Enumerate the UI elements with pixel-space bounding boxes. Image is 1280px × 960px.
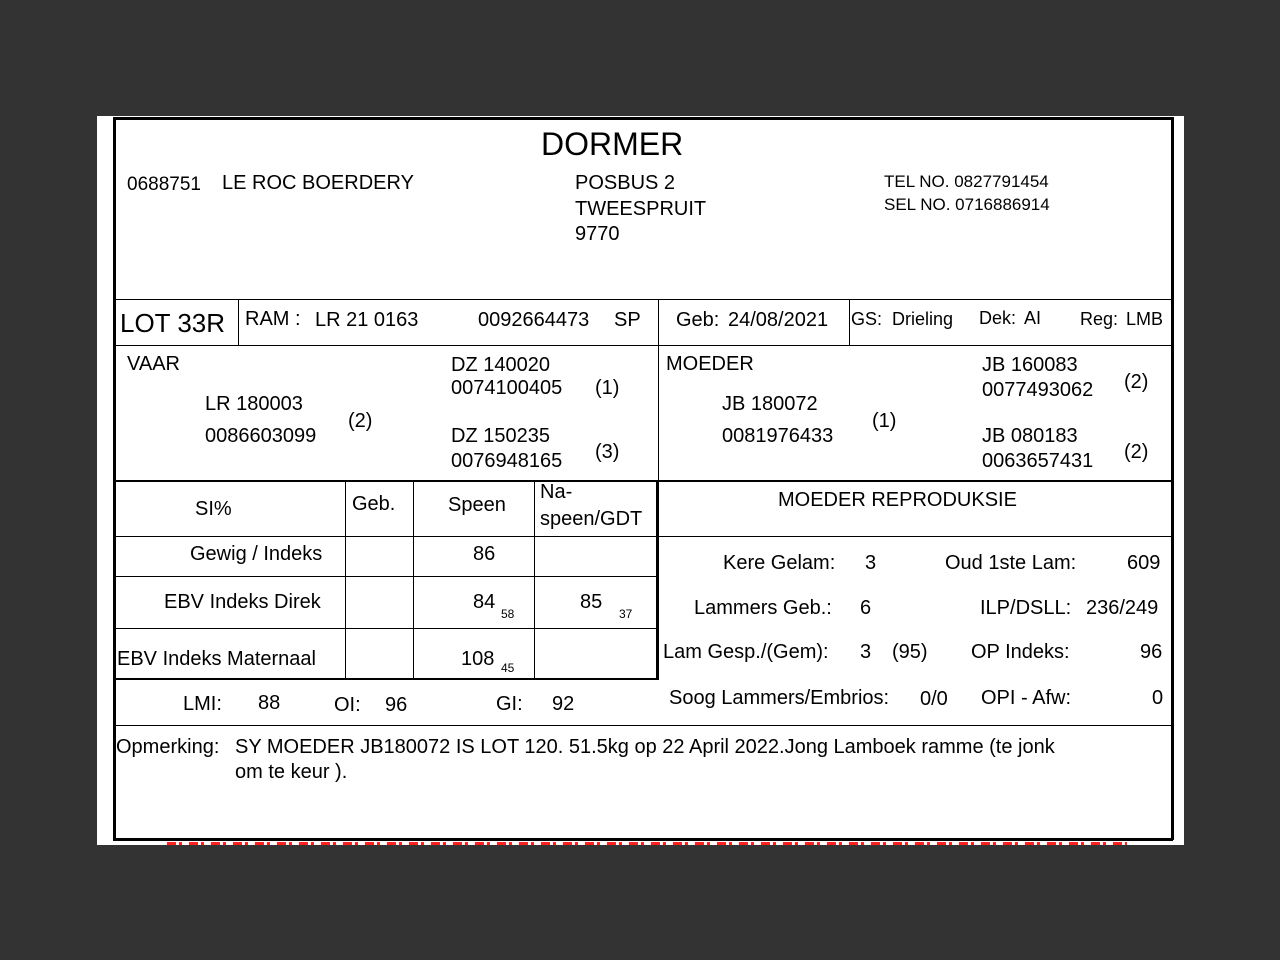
lammers-value: 6 (860, 597, 872, 619)
dam-sire-reg: 0077493062 (982, 379, 1094, 401)
ram-id: LR 21 0163 (315, 309, 419, 331)
row-gewig-label: Gewig / Indeks (190, 543, 323, 565)
col-speen: Speen (448, 494, 506, 516)
address-line-2: TWEESPRUIT (575, 198, 707, 220)
ram-reg: 0092664473 (478, 309, 590, 331)
gs-label: GS: (851, 309, 883, 329)
dam-id: JB 180072 (722, 393, 818, 415)
op-label: OP Indeks: (971, 641, 1070, 663)
footer-warning-clipped (167, 842, 1127, 845)
lot-divider-2 (658, 299, 659, 346)
reg-value: LMB (1126, 309, 1164, 329)
frame-bottom (113, 838, 1173, 841)
dek-value: AI (1024, 308, 1042, 328)
sire-id: LR 180003 (205, 393, 303, 415)
dam-count: (1) (872, 410, 897, 432)
gesp-gem: (95) (892, 641, 928, 663)
breeder-name: LE ROC BOERDERY (222, 172, 414, 194)
birth-date: 24/08/2021 (728, 309, 829, 331)
lot-divider-3 (849, 299, 850, 346)
address-line-3: 9770 (575, 223, 620, 245)
lot-number: LOT 33R (120, 308, 226, 338)
lammers-label: Lammers Geb.: (694, 597, 832, 619)
perf-col-1 (345, 480, 346, 678)
dam-label: MOEDER (666, 353, 754, 375)
opi-value: 0 (1152, 687, 1164, 709)
ram-class: SP (614, 309, 641, 331)
breed-title: DORMER (541, 126, 684, 162)
gesp-label: Lam Gesp./(Gem): (663, 641, 829, 663)
row-gewig-speen: 86 (473, 543, 496, 565)
perf-col-2 (413, 480, 414, 678)
oud-value: 609 (1127, 552, 1161, 574)
address-line-1: POSBUS 2 (575, 172, 676, 194)
col-naspeen-2: speen/GDT (540, 508, 643, 530)
oi-value: 96 (385, 694, 408, 716)
gi-value: 92 (552, 693, 575, 715)
soog-label: Soog Lammers/Embrios: (669, 687, 890, 709)
opi-label: OPI - Afw: (981, 687, 1072, 709)
row-direk-speen-acc: 58 (501, 607, 515, 621)
row-direk-speen: 84 (473, 591, 496, 613)
perf-top-rule (113, 480, 1173, 482)
gesp-value: 3 (860, 641, 872, 663)
sire-dam-reg: 0076948165 (451, 450, 563, 472)
frame-right (1171, 117, 1174, 840)
gi-label: GI: (496, 693, 523, 715)
perf-col-3 (534, 480, 535, 678)
row-maternaal-speen-acc: 45 (501, 661, 515, 675)
sire-sire-count: (1) (595, 377, 620, 399)
sire-reg: 0086603099 (205, 425, 317, 447)
op-value: 96 (1140, 641, 1163, 663)
dam-sire-count: (2) (1124, 371, 1149, 393)
sire-count: (2) (348, 410, 373, 432)
lmi-label: LMI: (183, 693, 222, 715)
sire-dam-count: (3) (595, 441, 620, 463)
reproduction-title: MOEDER REPRODUKSIE (778, 489, 1017, 511)
ilp-label: ILP/DSLL: (980, 597, 1072, 619)
ram-label: RAM : (245, 308, 301, 330)
dam-dam-count: (2) (1124, 441, 1149, 463)
ilp-value: 236/249 (1086, 597, 1159, 619)
perf-right-border (656, 480, 659, 680)
col-si: SI% (195, 498, 232, 520)
remark-line-2: om te keur ). (235, 761, 348, 783)
kere-label: Kere Gelam: (723, 552, 836, 574)
sire-sire-id: DZ 140020 (451, 354, 550, 376)
dek-label: Dek: (979, 308, 1017, 328)
col-naspeen-1: Na- (540, 481, 573, 503)
rule-lot-top (113, 299, 1173, 300)
gs-value: Drieling (892, 309, 954, 329)
breeder-number: 0688751 (127, 174, 201, 195)
frame-left (113, 117, 116, 840)
sel-number: SEL NO. 0716886914 (884, 195, 1050, 214)
remark-line-1: SY MOEDER JB180072 IS LOT 120. 51.5kg op 22 April 2022.Jong Lamboek ramme (te jonk (235, 736, 1055, 758)
dam-reg: 0081976433 (722, 425, 834, 447)
sire-sire-reg: 0074100405 (451, 377, 563, 399)
row-direk-naspeen-acc: 37 (619, 607, 633, 621)
row-direk-label: EBV Indeks Direk (164, 591, 321, 613)
pedigree-divider (658, 345, 659, 481)
dam-dam-reg: 0063657431 (982, 450, 1094, 472)
tel-number: TEL NO. 0827791454 (884, 172, 1049, 191)
reg-label: Reg: (1080, 309, 1119, 329)
perf-rule-1 (113, 536, 1173, 537)
rule-lot-bottom (113, 345, 1173, 346)
row-direk-naspeen: 85 (580, 591, 603, 613)
sire-dam-id: DZ 150235 (451, 425, 550, 447)
oud-label: Oud 1ste Lam: (945, 552, 1077, 574)
frame-top (113, 117, 1173, 120)
lot-card (97, 116, 1184, 845)
dam-sire-id: JB 160083 (982, 354, 1078, 376)
row-maternaal-label: EBV Indeks Maternaal (117, 648, 316, 670)
perf-rule-3 (113, 628, 658, 629)
indices-bottom-rule (113, 725, 1173, 726)
col-geb: Geb. (352, 493, 396, 515)
sire-label: VAAR (127, 353, 180, 375)
row-maternaal-speen: 108 (461, 648, 495, 670)
remark-label: Opmerking: (116, 736, 220, 758)
perf-bottom-rule (113, 678, 658, 680)
lot-divider-1 (238, 299, 239, 346)
kere-value: 3 (865, 552, 877, 574)
oi-label: OI: (334, 694, 361, 716)
soog-value: 0/0 (920, 688, 948, 710)
birth-label: Geb: (676, 309, 720, 331)
perf-rule-2 (113, 576, 658, 577)
dam-dam-id: JB 080183 (982, 425, 1078, 447)
lmi-value: 88 (258, 692, 281, 714)
